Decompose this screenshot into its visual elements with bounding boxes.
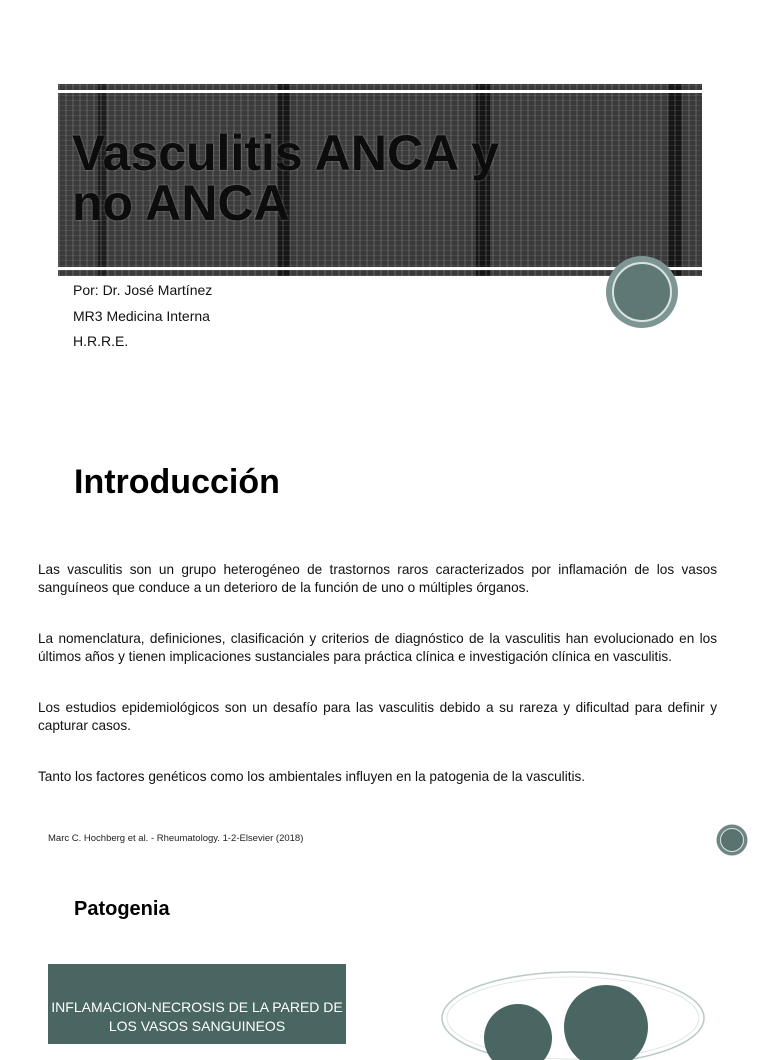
intro-paragraph-2: La nomenclatura, definiciones, clasificación y criterios de diagnóstico de la vasculitis han evolucionado en los últimos años y tienen implicaciones sustanciales para práctica clínica e investigación clínica en vasculitis. [38, 631, 717, 664]
author-institution: H.R.R.E. [73, 333, 129, 349]
author-name: Por: Dr. José Martínez [73, 282, 213, 298]
intro-paragraph-3: Los estudios epidemiológicos son un desafío para las vasculitis debido a su rareza y dificultad para definir y capturar casos. [38, 700, 717, 733]
decorative-circle-small [718, 826, 746, 854]
intro-paragraph-1: Las vasculitis son un grupo heterogéneo de trastornos raros caracterizados por inflamación de los vasos sanguíneos que conduce a un deterioro de la función de uno o múltiples órganos. [38, 562, 717, 595]
pathogenesis-box [48, 964, 346, 1044]
pathogenesis-heading: Patogenia [74, 898, 170, 920]
banner-top-rule [58, 90, 702, 93]
reference-citation: Marc C. Hochberg et al. - Rheumatology. 1-2-Elsevier (2018) [48, 833, 304, 844]
pathogenesis-diagram [440, 970, 706, 1060]
intro-paragraph-4: Tanto los factores genéticos como los ambientales influyen en la patogenia de la vasculitis. [38, 769, 586, 784]
decorative-circle-large [608, 258, 676, 326]
author-position: MR3 Medicina Interna [73, 307, 210, 324]
slide-title-line-1: Vasculitis ANCA y [72, 125, 500, 181]
banner-bottom-rule [58, 267, 702, 270]
slide-title [72, 125, 692, 231]
slide-title-line-2: no ANCA [72, 175, 290, 231]
pathogenesis-box-text: INFLAMACION-NECROSIS DE LA PARED DE LOS VASOS SANGUINEOS [51, 999, 343, 1034]
author-block [73, 278, 212, 355]
intro-heading: Introducción [74, 463, 280, 501]
